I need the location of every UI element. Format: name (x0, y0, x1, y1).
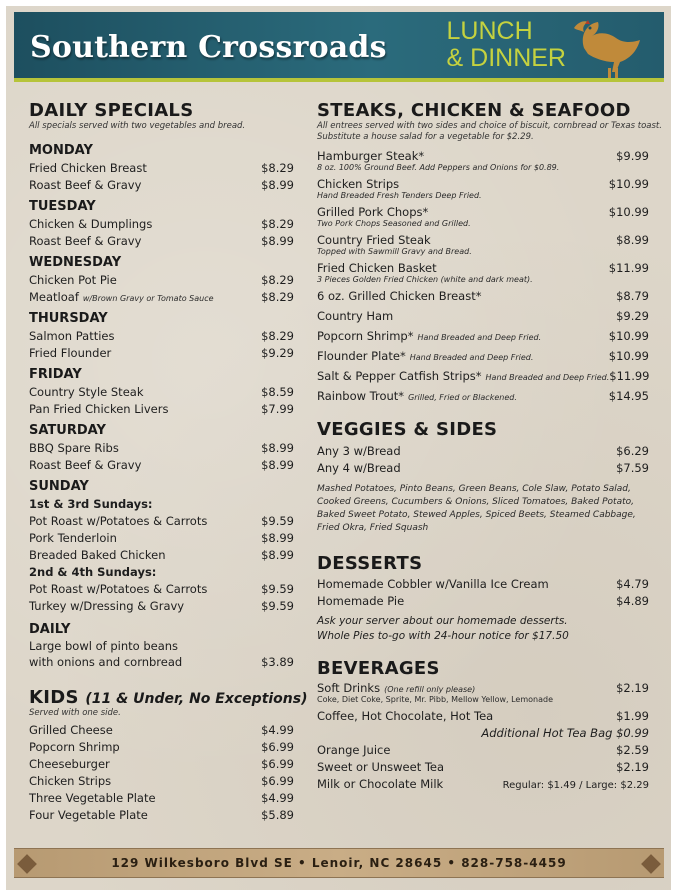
footer-bar (14, 848, 664, 878)
veggies-title: VEGGIES & SIDES (317, 419, 498, 440)
item-price: $7.59 (616, 461, 649, 475)
day-heading: FRIDAY (29, 367, 82, 382)
tagline-line2: & DINNER (446, 44, 566, 72)
daily-specials-title: DAILY SPECIALS (29, 100, 194, 121)
item-desc: Hand Breaded and Deep Fried. (485, 373, 610, 382)
item-price: $8.29 (261, 329, 294, 343)
item-name: Cheeseburger (29, 757, 110, 771)
item-price: $9.99 (616, 149, 649, 163)
sunday-subheading: 1st & 3rd Sundays: (29, 497, 153, 511)
item-name: Country Style Steak (29, 385, 144, 399)
menu-item (29, 233, 294, 250)
item-price: $9.59 (261, 599, 294, 613)
menu-item (317, 233, 649, 257)
day-heading: TUESDAY (29, 199, 96, 214)
item-name: Four Vegetable Plate (29, 808, 148, 822)
item-name: Meatloaf (29, 290, 79, 304)
menu-item (317, 776, 649, 793)
item-name: Homemade Cobbler w/Vanilla Ice Cream (317, 577, 549, 591)
item-name: Chicken Strips (317, 177, 400, 191)
day-heading: THURSDAY (29, 311, 108, 326)
menu-item (317, 389, 649, 403)
item-price: $6.99 (261, 757, 294, 771)
item-name: Coffee, Hot Chocolate, Hot Tea (317, 709, 494, 723)
item-price: $2.19 (616, 681, 649, 695)
menu-item (317, 742, 649, 759)
item-name: Any 4 w/Bread (317, 461, 401, 475)
item-price: $11.99 (608, 261, 649, 275)
menu-item (317, 349, 649, 363)
item-price: $8.29 (261, 290, 294, 304)
item-price: $2.19 (616, 760, 649, 774)
day-heading: WEDNESDAY (29, 255, 122, 270)
item-name: Popcorn Shrimp (29, 740, 120, 754)
item-price: $8.99 (261, 178, 294, 192)
left-column (29, 100, 308, 824)
menu-item (29, 654, 294, 671)
item-price: $1.99 (616, 709, 649, 723)
item-name: Chicken Strips (29, 774, 112, 788)
item-name: with onions and cornbread (29, 655, 183, 669)
item-name: Sweet or Unsweet Tea (317, 760, 445, 774)
item-name: Fried Flounder (29, 346, 112, 360)
menu-item (317, 329, 649, 343)
menu-item (317, 443, 649, 460)
item-name: Orange Juice (317, 743, 391, 757)
item-name: Additional Hot Tea Bag $0.99 (481, 726, 649, 740)
item-price: $4.79 (616, 577, 649, 591)
item-price: $8.99 (261, 531, 294, 545)
menu-item (29, 328, 294, 345)
veggie-list-line: Fried Okra, Fried Squash (317, 523, 429, 533)
item-price: $6.99 (261, 774, 294, 788)
daily-specials-note: All specials served with two vegetables and bread. (29, 121, 246, 131)
menu-item (317, 708, 649, 725)
menu-item (317, 205, 649, 229)
kids-subtitle: (11 & Under, No Exceptions) (85, 691, 308, 707)
item-price: $4.99 (261, 723, 294, 737)
item-price: $10.99 (608, 177, 649, 191)
menu-item (317, 289, 649, 303)
item-name: Fried Chicken Basket (317, 261, 437, 275)
item-name: 6 oz. Grilled Chicken Breast* (317, 289, 482, 303)
day-heading: SATURDAY (29, 423, 106, 438)
item-name: Soft Drinks (317, 681, 381, 695)
menu-item (29, 639, 294, 654)
item-price: $9.59 (261, 582, 294, 596)
beverages-title: BEVERAGES (317, 658, 440, 679)
item-name: Country Ham (317, 309, 394, 323)
day-heading: DAILY (29, 622, 71, 637)
item-name: Chicken Pot Pie (29, 273, 117, 287)
item-price: $8.99 (261, 441, 294, 455)
item-price: $8.99 (261, 458, 294, 472)
footer-address: 129 Wilkesboro Blvd SE • Lenoir, NC 28645 • 828-758-4459 (111, 856, 567, 870)
item-price: $5.89 (261, 808, 294, 822)
item-name: Popcorn Shrimp* (317, 329, 414, 343)
menu-item (317, 725, 649, 742)
item-price: $14.95 (608, 389, 649, 403)
dessert-note (317, 614, 649, 644)
item-price: Regular: $1.49 / Large: $2.29 (502, 780, 649, 791)
item-name: Three Vegetable Plate (29, 791, 156, 805)
item-desc: 3 Pieces Golden Fried Chicken (white and dark meat). (317, 275, 533, 284)
menu-item (29, 756, 294, 773)
menu-item (29, 345, 294, 362)
item-name: Breaded Baked Chicken (29, 548, 166, 562)
item-desc: Two Pork Chops Seasoned and Grilled. (317, 219, 471, 228)
menu-item (29, 773, 294, 790)
item-name: Flounder Plate* (317, 349, 406, 363)
steaks-note-2: Substitute a house salad for a vegetable for $2.29. (317, 132, 534, 142)
menu-item (317, 149, 649, 173)
item-price: $11.99 (609, 369, 650, 383)
menu-item (29, 722, 294, 739)
menu-item (29, 457, 294, 474)
soft-drink-list: Coke, Diet Coke, Sprite, Mr. Pibb, Mellow Yellow, Lemonade (317, 695, 553, 704)
item-name: Country Fried Steak (317, 233, 431, 247)
item-name: Roast Beef & Gravy (29, 234, 142, 248)
item-price: $8.29 (261, 161, 294, 175)
item-price: $8.99 (261, 548, 294, 562)
item-price: $6.29 (616, 444, 649, 458)
item-price: $9.59 (261, 514, 294, 528)
item-name: Hamburger Steak* (317, 149, 425, 163)
item-price: $2.59 (616, 743, 649, 757)
menu-item (317, 759, 649, 776)
rooster-icon (570, 18, 650, 80)
item-desc: w/Brown Gravy or Tomato Sauce (82, 294, 214, 303)
item-name: Any 3 w/Bread (317, 444, 401, 458)
item-name: Pan Fried Chicken Livers (29, 402, 169, 416)
menu-item (29, 807, 294, 824)
menu-item (29, 581, 294, 598)
item-name: Chicken & Dumplings (29, 217, 153, 231)
item-desc: Hand Breaded and Deep Fried. (409, 353, 534, 362)
item-desc: Grilled, Fried or Blackened. (408, 393, 517, 402)
menu-item (29, 513, 294, 530)
menu-item (317, 593, 649, 610)
item-name: Large bowl of pinto beans (29, 639, 179, 653)
item-name: Roast Beef & Gravy (29, 458, 142, 472)
dessert-note-line: Ask your server about our homemade desserts. (317, 615, 568, 627)
item-name: Grilled Cheese (29, 723, 113, 737)
item-name: Salmon Patties (29, 329, 115, 343)
item-name: BBQ Spare Ribs (29, 441, 119, 455)
item-desc: (One refill only please) (384, 685, 476, 694)
day-heading: MONDAY (29, 143, 93, 158)
sunday-subheading: 2nd & 4th Sundays: (29, 565, 157, 579)
menu-item (29, 440, 294, 457)
right-column (317, 100, 662, 793)
kids-note: Served with one side. (29, 708, 121, 718)
menu-item (29, 160, 294, 177)
item-name: Turkey w/Dressing & Gravy (29, 599, 185, 613)
day-heading: SUNDAY (29, 479, 89, 494)
item-price: $8.29 (261, 217, 294, 231)
item-price: $9.29 (616, 309, 649, 323)
menu-item (29, 547, 294, 564)
item-name: Roast Beef & Gravy (29, 178, 142, 192)
tagline-line1: LUNCH (446, 17, 533, 45)
item-price: $4.89 (616, 594, 649, 608)
dessert-note-line: Whole Pies to-go with 24-hour notice for $17.50 (317, 630, 569, 642)
item-name: Rainbow Trout* (317, 389, 405, 403)
item-name: Pot Roast w/Potatoes & Carrots (29, 582, 208, 596)
menu-item (317, 369, 649, 383)
item-price: $8.99 (616, 233, 649, 247)
restaurant-title: Southern Crossroads (30, 30, 387, 65)
kids-title (29, 687, 308, 708)
menu-item (29, 177, 294, 194)
menu-item (29, 289, 294, 306)
kids-title-text: KIDS (29, 687, 79, 708)
menu-item (29, 530, 294, 547)
menu-item (29, 384, 294, 401)
menu-item (317, 261, 649, 285)
lunch-dinner-tagline (447, 18, 566, 72)
item-price: $8.99 (261, 234, 294, 248)
desserts-title: DESSERTS (317, 553, 423, 574)
item-name: Homemade Pie (317, 594, 405, 608)
item-desc: 8 oz. 100% Ground Beef. Add Peppers and Onions for $0.89. (317, 163, 560, 172)
menu-item (29, 272, 294, 289)
header-banner (14, 12, 664, 82)
item-price: $8.79 (616, 289, 649, 303)
item-name: Pot Roast w/Potatoes & Carrots (29, 514, 208, 528)
veggie-list-line: Cooked Greens, Cucumbers & Onions, Sliced Tomatoes, Baked Potato, (317, 497, 634, 507)
menu-item (317, 309, 649, 323)
menu-item (317, 576, 649, 593)
menu-item (317, 177, 649, 201)
menu-item (29, 401, 294, 418)
menu-item (317, 460, 649, 477)
item-desc: Hand Breaded and Deep Fried. (417, 333, 542, 342)
item-price: $8.29 (261, 273, 294, 287)
item-price: $10.99 (608, 205, 649, 219)
steaks-note-1: All entrees served with two sides and choice of biscuit, cornbread or Texas toast. (317, 121, 662, 131)
item-price: $3.89 (261, 655, 294, 669)
item-price: $10.99 (608, 329, 649, 343)
item-desc: Topped with Sawmill Gravy and Bread. (317, 247, 472, 256)
menu-item (29, 790, 294, 807)
item-name: Pork Tenderloin (29, 531, 117, 545)
item-price: $6.99 (261, 740, 294, 754)
menu-item (317, 681, 649, 695)
veggie-list (317, 483, 649, 535)
item-name: Fried Chicken Breast (29, 161, 147, 175)
item-name: Grilled Pork Chops* (317, 205, 429, 219)
item-price: $8.59 (261, 385, 294, 399)
item-desc: Hand Breaded Fresh Tenders Deep Fried. (317, 191, 482, 200)
item-name: Salt & Pepper Catfish Strips* (317, 369, 482, 383)
item-price: $7.99 (261, 402, 294, 416)
steaks-title: STEAKS, CHICKEN & SEAFOOD (317, 100, 631, 121)
menu-item (29, 216, 294, 233)
item-price: $10.99 (608, 349, 649, 363)
item-price: $9.29 (261, 346, 294, 360)
item-name: Milk or Chocolate Milk (317, 777, 444, 791)
veggie-list-line: Mashed Potatoes, Pinto Beans, Green Beans, Cole Slaw, Potato Salad, (317, 484, 631, 494)
menu-item (29, 598, 294, 615)
veggie-list-line: Baked Sweet Potato, Stewed Apples, Spiced Beets, Steamed Cabbage, (317, 510, 636, 520)
item-price: $4.99 (261, 791, 294, 805)
menu-item (29, 739, 294, 756)
